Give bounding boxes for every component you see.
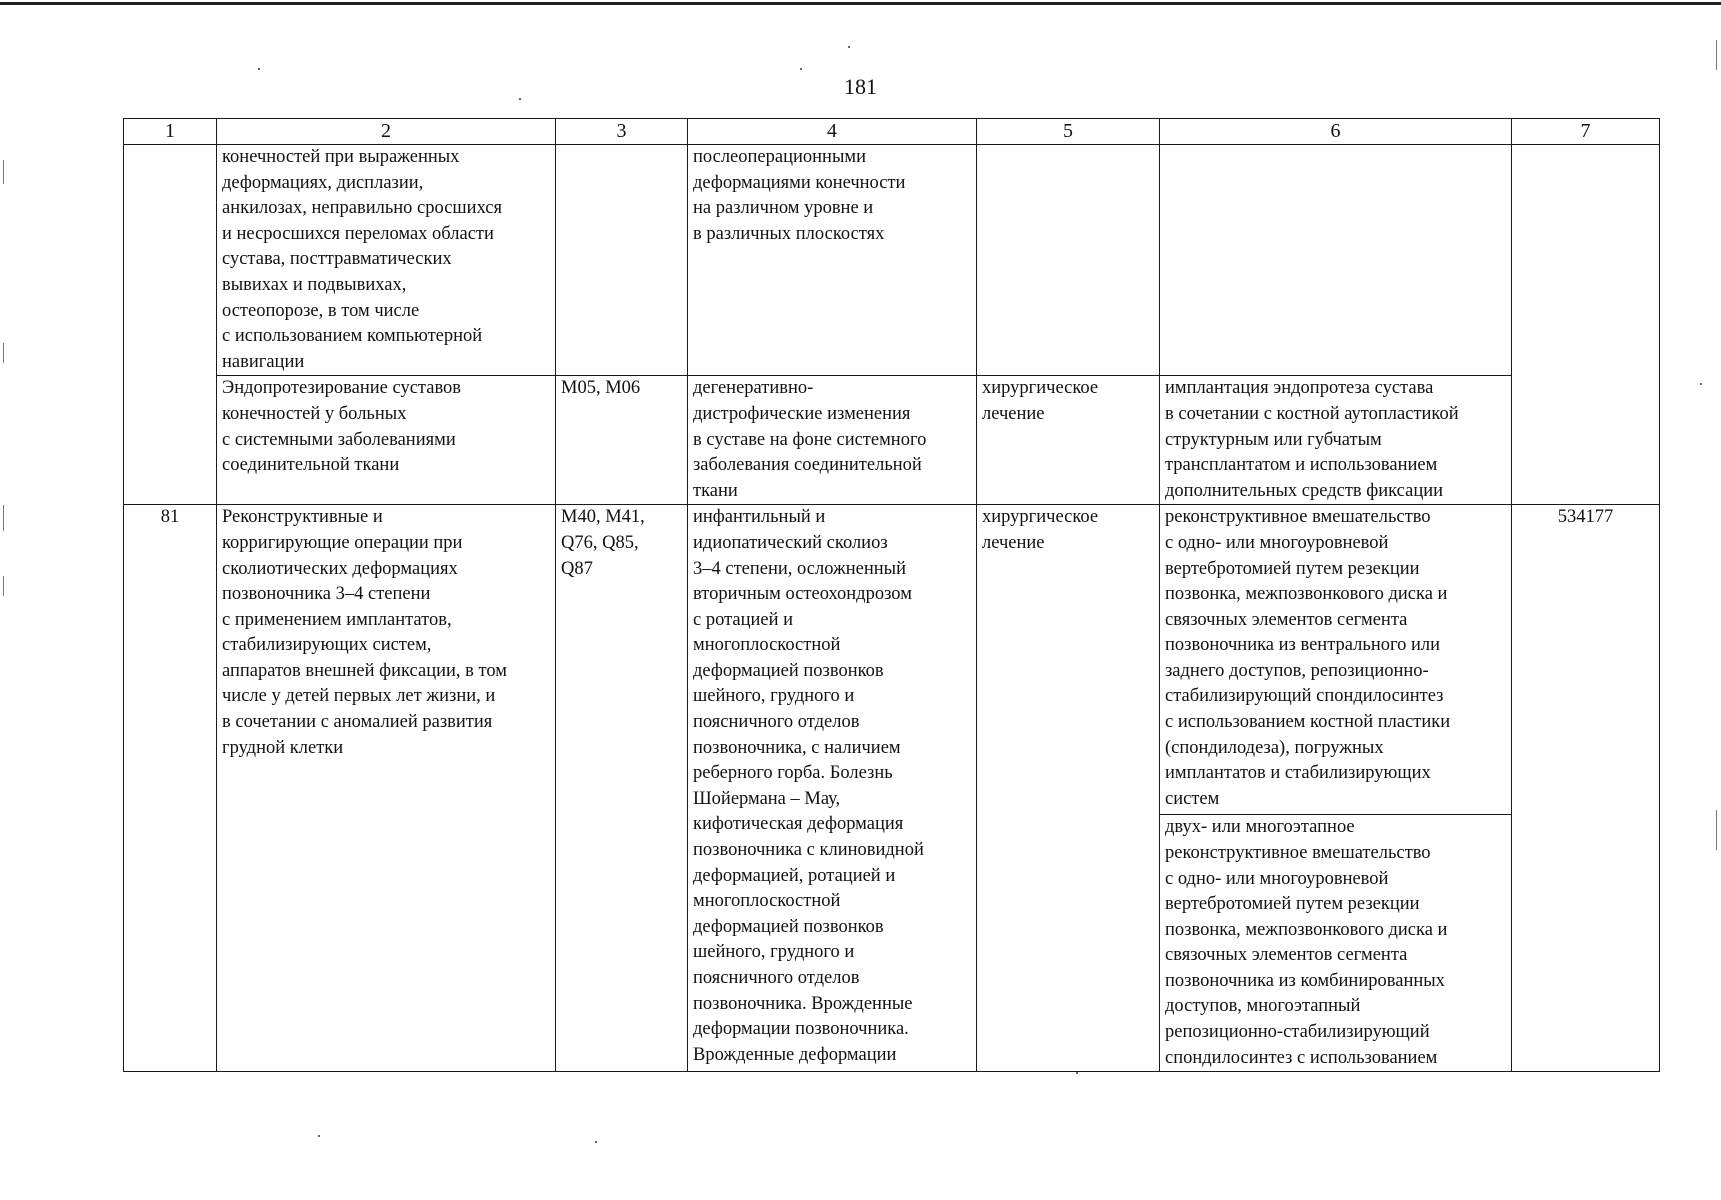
treatment-method-cell: реконструктивное вмешательство с одно- или многоуровневой вертебротомией путем резекции позвонка, межпозвонкового диска и связочных элементов сегмента позвоночника из вентрального или заднего доступов, репозиционно- стабилизирующий спондилосинтез с использованием костной пластики (спондилодеза), погружных имплантатов и стабилизирующих систем <box>1160 505 1512 815</box>
scan-speck <box>258 68 260 70</box>
scan-speck <box>519 98 521 100</box>
table-row-continuation <box>124 145 1660 376</box>
scan-edge-mark <box>1716 810 1717 850</box>
icd-code-cell: М05, М06 <box>556 376 688 505</box>
medical-care-table <box>123 118 1660 1072</box>
treatment-type-cell: хирургическое лечение <box>977 376 1160 505</box>
scan-speck <box>318 1135 320 1137</box>
header-col-2: 2 <box>217 119 556 145</box>
table-row-81 <box>124 505 1660 815</box>
scan-speck <box>595 1141 597 1143</box>
icd-code-cell: М40, М41, Q76, Q85, Q87 <box>556 505 688 1072</box>
icd-code-cell <box>556 145 688 376</box>
scan-edge-mark <box>1716 40 1717 70</box>
scan-edge-mark <box>3 576 4 596</box>
header-col-6: 6 <box>1160 119 1512 145</box>
scan-edge-mark <box>3 343 4 363</box>
header-col-7: 7 <box>1512 119 1660 145</box>
header-row <box>124 119 1660 145</box>
method-name-cell: Эндопротезирование суставов конечностей у больных с системными заболеваниями соединительной ткани <box>217 376 556 505</box>
header-col-5: 5 <box>977 119 1160 145</box>
row-number-cell-empty <box>124 145 217 505</box>
treatment-method-cell: двух- или многоэтапное реконструктивное вмешательство с одно- или многоуровневой вертебротомией путем резекции позвонка, межпозвонкового диска и связочных элементов сегмента позвоночника из комбинированных доступов, многоэтапный репозиционно-стабилизирующий спондилосинтез с использованием <box>1160 815 1512 1072</box>
patient-model-cell: послеоперационными деформациями конечности на различном уровне и в различных плоскостях <box>688 145 977 376</box>
method-name-cell: конечностей при выраженных деформациях, дисплазии, анкилозах, неправильно сросшихся и несросшихся переломах области сустава, посттравматических вывихах и подвывихах, остеопорозе, в том числе с использованием компьютерной навигации <box>217 145 556 376</box>
table-row-endoprosthesis <box>124 376 1660 505</box>
scan-speck <box>848 46 850 48</box>
scan-edge-mark <box>3 505 4 531</box>
treatment-method-cell <box>1160 145 1512 376</box>
row-number-cell: 81 <box>124 505 217 1072</box>
norm-cost-cell: 534177 <box>1512 505 1660 1072</box>
header-col-3: 3 <box>556 119 688 145</box>
treatment-type-cell: хирургическое лечение <box>977 505 1160 1072</box>
header-col-4: 4 <box>688 119 977 145</box>
method-name-cell: Реконструктивные и корригирующие операции при сколиотических деформациях позвоночника 3–4 степени с применением имплантатов, стабилизирующих систем, аппаратов внешней фиксации, в том числе у детей первых лет жизни, и в сочетании с аномалией развития грудной клетки <box>217 505 556 1072</box>
patient-model-cell: дегенеративно- дистрофические изменения в суставе на фоне системного заболевания соединительной ткани <box>688 376 977 505</box>
patient-model-cell: инфантильный и идиопатический сколиоз 3–4 степени, осложненный вторичным остеохондрозом с ротацией и многоплоскостной деформацией позвонков шейного, грудного и поясничного отделов позвоночника, с наличием реберного горба. Болезнь Шойермана – Мау, кифотическая деформация позвоночника с клиновидной деформацией, ротацией и многоплоскостной деформацией позвонков шейного, грудного и поясничного отделов позвоночника. Врожденные деформации позвоночника. Врожденные деформации <box>688 505 977 1072</box>
treatment-method-cell: имплантация эндопротеза сустава в сочетании с костной аутопластикой структурным или губчатым трансплантатом и использованием дополнительных средств фиксации <box>1160 376 1512 505</box>
scan-speck <box>1076 1072 1078 1074</box>
header-col-1: 1 <box>124 119 217 145</box>
norm-cost-cell-empty <box>1512 145 1660 505</box>
page-number: 181 <box>844 74 877 99</box>
scan-speck <box>1700 383 1702 385</box>
scan-edge-mark <box>3 160 4 184</box>
treatment-type-cell <box>977 145 1160 376</box>
scan-speck <box>800 68 802 70</box>
top-border-line <box>0 2 1721 5</box>
